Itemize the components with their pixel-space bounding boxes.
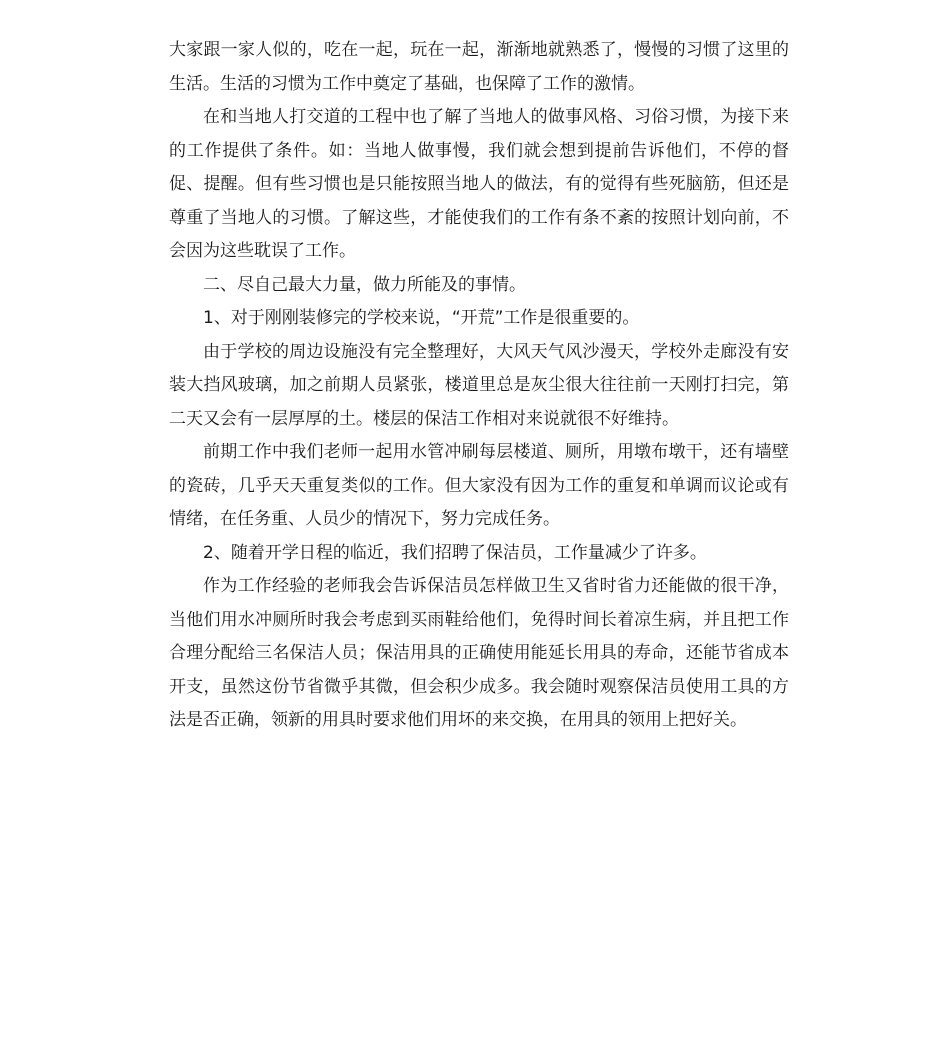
paragraph-1: 大家跟一家人似的，吃在一起，玩在一起，渐渐地就熟悉了，慢慢的习惯了这里的生活。生活的习惯为工作中奠定了基础，也保障了工作的激情。 <box>169 40 789 94</box>
paragraph-5: 作为工作经验的老师我会告诉保洁员怎样做卫生又省时省力还能做的很干净，当他们用水冲厕所时我会考虑到买雨鞋给他们，免得时间长着凉生病，并且把工作合理分配给三名保洁人员；保洁用具的正确使用能延长用具的寿命，还能节省成本开支，虽然这份节省微乎其微，但会积少成多。我会随时观察保洁员使用工具的方法是否正确，领新的用具时要求他们用坏的来交换，在用具的领用上把好关。 <box>169 576 789 730</box>
paragraph-3: 由于学校的周边设施没有完全整理好，大风天气风沙漫天，学校外走廊没有安装大挡风玻璃，加之前期人员紧张，楼道里总是灰尘很大往往前一天刚打扫完，第二天又会有一层厚厚的土。楼层的保洁工作相对来说就很不好维持。 <box>169 341 789 429</box>
section-heading-2: 二、尽自己最大力量，做力所能及的事情。 <box>203 274 526 295</box>
document-body <box>169 34 789 738</box>
paragraph-2: 在和当地人打交道的工程中也了解了当地人的做事风格、习俗习惯，为接下来的工作提供了条件。如：当地人做事慢，我们就会想到提前告诉他们，不停的督促、提醒。但有些习惯也是只能按照当地人的做法，有的觉得有些死脑筋，但还是尊重了当地人的习惯。了解这些，才能使我们的工作有条不紊的按照计划向前，不会因为这些耽误了工作。 <box>169 107 789 261</box>
subheading-1: 1、对于刚刚装修完的学校来说，“开荒”工作是很重要的。 <box>203 308 640 328</box>
subheading-2: 2、随着开学日程的临近，我们招聘了保洁员，工作量减少了许多。 <box>203 542 707 563</box>
paragraph-4: 前期工作中我们老师一起用水管冲刷每层楼道、厕所，用墩布墩干，还有墙壁的瓷砖，几乎天天重复类似的工作。但大家没有因为工作的重复和单调而议论或有情绪，在任务重、人员少的情况下，努力完成任务。 <box>169 442 789 529</box>
